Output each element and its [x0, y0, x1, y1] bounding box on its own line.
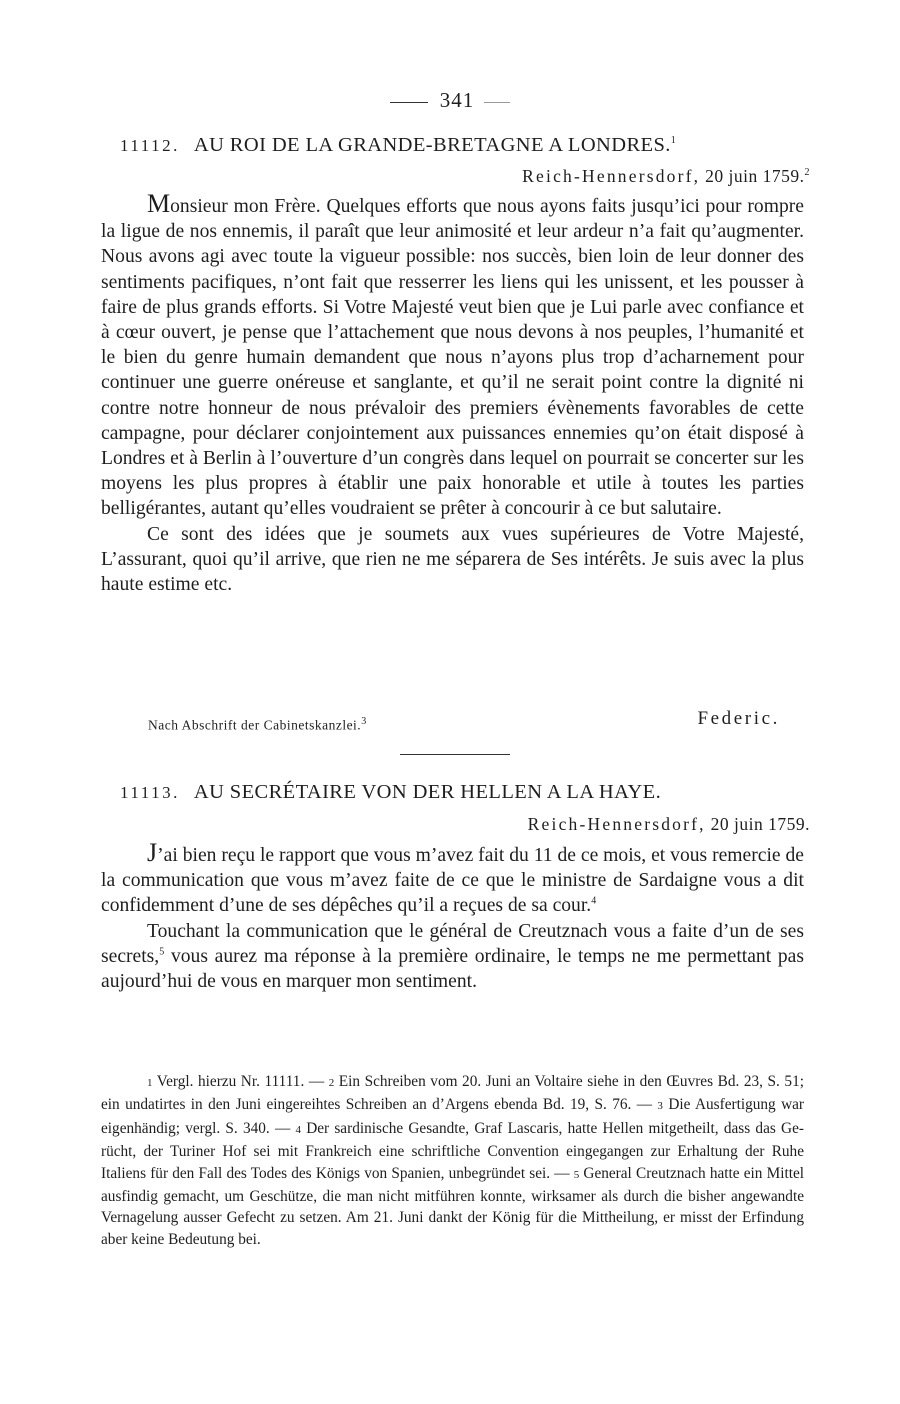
footnote-marker: 5: [573, 1168, 580, 1181]
footnote-ref: 1: [670, 135, 677, 147]
footnote-ref: 4: [591, 895, 597, 907]
initial-letter: M: [147, 189, 171, 218]
page-header: [0, 88, 900, 113]
paragraph-text: ’ai bien reçu le rapport que vous m’avez fait du 11 de ce mois, et vous remercie de la communication que vous m’avez faite de ce que le ministre de Sardaigne vous a dit confidemment d’une de ses dépêches qu’il a reçues de sa cour.: [101, 845, 804, 917]
footnote-text: Ein Schreiben vom 20. Juni an Voltaire siehe in den Œuvres Bd. 23, S. 51; ein undatirtes in den Juni eingereihtes Schreiben an d’Argens ebenda Bd. 19, S. 76. —: [101, 1073, 804, 1114]
footnote-block: [101, 1071, 804, 1250]
paragraph-text: vous aurez ma réponse à la première ordinaire, le temps ne me permettant pas aujourd’hui de vous en marquer mon sentiment.: [101, 945, 804, 993]
initial-letter: J: [147, 838, 158, 867]
letter-heading-11112: [120, 134, 810, 157]
footnote-marker: 1: [147, 1077, 153, 1089]
source-note: [148, 716, 367, 734]
footnote-text: Die Ausfertigung war eigenhändig; vergl. S. 340. —: [101, 1096, 804, 1137]
letter-date: 20 juin 1759.: [705, 166, 805, 186]
source-text: Nach Abschrift der Cabinetskanzlei.: [148, 717, 362, 733]
letter-number: 11112.: [120, 136, 180, 155]
footnote-marker: 4: [295, 1123, 301, 1136]
letter-paragraph: [101, 189, 804, 522]
paragraph-text: Touchant la communication que le général de Creutznach vous a faite d’un de ses secrets,: [101, 920, 804, 967]
letter-date: 20 juin 1759.: [710, 814, 810, 834]
letter-paragraph: [101, 838, 804, 919]
letter-paragraph: [101, 919, 804, 995]
paragraph-text: Ce sont des idées que je soumets aux vues supérieures de Votre Majesté, L’assurant, quoi qu’il arrive, que rien ne me séparera de Ses intérêts. Je suis avec la plus haute estime etc.: [101, 523, 804, 596]
letter-title: AU ROI DE LA GRANDE-BRETAGNE A LONDRES.: [193, 134, 671, 156]
letter-body-11112: [101, 189, 804, 597]
footnote-ref: 2: [804, 167, 810, 179]
footnote-text: Vergl. hierzu Nr. 11111. —: [152, 1073, 329, 1090]
letter-title: AU SECRÉTAIRE VON DER HELLEN A LA HAYE.: [193, 781, 662, 803]
signature: Federic.: [697, 708, 780, 729]
header-rule-left: [390, 102, 428, 103]
footnote-text: General Creutznach hatte ein Mittel ausfindig gemacht, um Geschütze, die man nicht mitführen konnte, wirksamer als durch die bisher angewandte Vernagelung ausser Gefecht zu setzen. Am 21. Juni dankt der König für die Mittheilung, er misst der Erfindung aber keine Bedeutung bei.: [101, 1164, 804, 1248]
footnote-text: Der sardinische Gesandte, Graf Lascaris, hatte Hellen mitgetheilt, dass das Gerücht, der Turiner Hof sei mit Frankreich eine schriftliche Convention eingegangen zur Erhaltung der Ruhe Italiens für den Fall des Todes des Königs von Spanien, unbegründet sei. —: [101, 1119, 804, 1182]
footnotes: [101, 1071, 804, 1250]
paragraph-text: onsieur mon Frère. Quelques efforts que nous ayons faits jusqu’ici pour rompre la ligue de nos ennemis, il paraît que leur animosité et leur ardeur n’a fait qu’augmenter. Nous avons agi avec toute la vigueur possible: nos succès, bien loin de leur donner des sentiments pacifiques, n’ont fait que resserrer les liens qui les unissent, et les pousser à faire de plus grands efforts. Si Votre Majesté veut bien que je Lui parle avec confiance et à cœur ouvert, je pense que l’attachement que nous devons à nos peuples, l’humanité et le bien du genre humain demandent que nous n’ayons plus trop d’acharnement pour continuer une guerre onéreuse et sanglante, et qu’il ne serait point contre la dignité ni contre notre honneur de nous prévaloir des premiers évènements favorables de cette campagne, pour déclarer conjointement aux puissances ennemies qu’on était disposé à Londres et à Berlin à l’ouverture d’un congrès dans lequel on pourrait se concerter sur les moyens les plus propres à établir une paix honorable et utile à toutes les parties belligérantes, autant qu’elles voudraient se prêter à concourir à ce but salutaire.: [101, 196, 804, 520]
footnote-marker: 3: [657, 1100, 663, 1113]
footnote-marker: 2: [328, 1077, 335, 1089]
page-number: 341: [439, 88, 475, 112]
section-divider: [400, 754, 510, 755]
letter-place: Reich-Hennersdorf,: [522, 166, 701, 186]
footnote-ref: 3: [361, 716, 367, 727]
letter-number: 11113.: [120, 783, 180, 802]
letter-body-11113: [101, 838, 804, 994]
footnote-ref: 5: [159, 946, 165, 958]
letter-place: Reich-Hennersdorf,: [527, 814, 706, 834]
letter-paragraph: [101, 522, 804, 598]
letter-dateline-11113: [528, 814, 810, 835]
header-rule-right: [484, 102, 510, 103]
letter-heading-11113: [120, 781, 810, 804]
letter-dateline-11112: [522, 166, 810, 187]
